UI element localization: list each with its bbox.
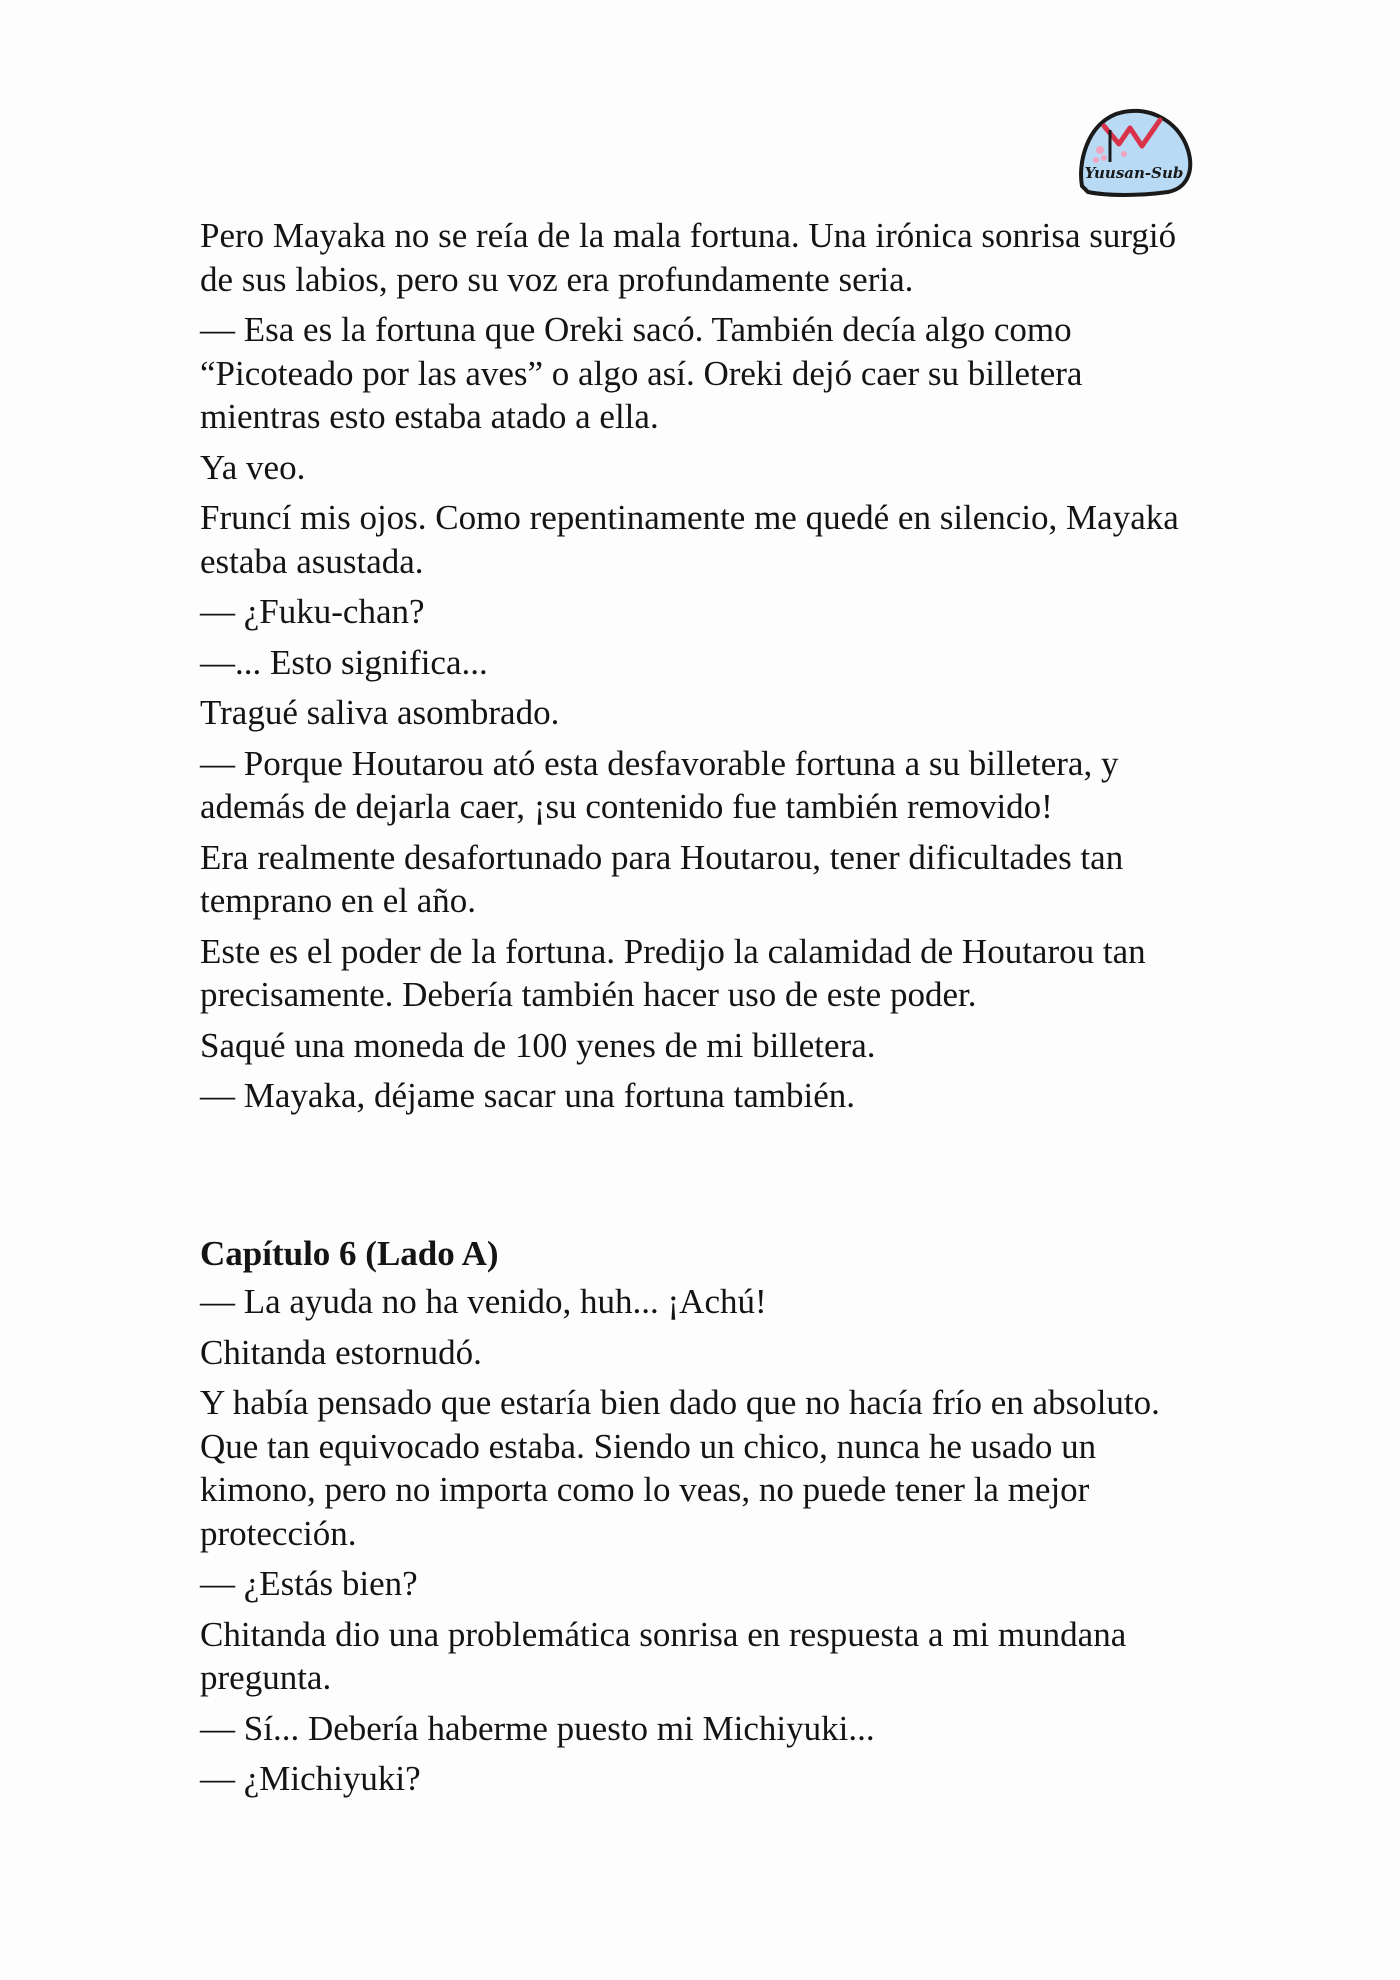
paragraph: Chitanda estornudó. bbox=[200, 1332, 482, 1372]
paragraph: Y había pensado que estaría bien dado que no hacía frío en absoluto. Que tan equivocado estaba. Siendo un chico, nunca he usado un kimono, pero no importa como lo veas, no puede tener la mejor protección. bbox=[200, 1383, 1160, 1553]
paragraph: — Sí... Debería haberme puesto mi Michiyuki... bbox=[200, 1708, 875, 1748]
paragraph: Este es el poder de la fortuna. Predijo la calamidad de Houtarou tan precisamente. Debería también hacer uso de este poder. bbox=[200, 931, 1146, 1014]
paragraph: Chitanda dio una problemática sonrisa en respuesta a mi mundana pregunta. bbox=[200, 1614, 1127, 1697]
chapter-heading: Capítulo 6 (Lado A) bbox=[200, 1233, 499, 1273]
yuusan-sub-logo bbox=[1074, 104, 1194, 200]
paragraph: Tragué saliva asombrado. bbox=[200, 693, 560, 732]
paragraph: — ¿Estás bien? bbox=[200, 1564, 418, 1603]
svg-text:Yuusan-Sub: Yuusan-Sub bbox=[1084, 164, 1184, 182]
paragraph: Saqué una moneda de 100 yenes de mi billetera. bbox=[200, 1025, 876, 1065]
paragraph: — Porque Houtarou ató esta desfavorable fortuna a su billetera, y además de dejarla caer, ¡su contenido fue también removido! bbox=[200, 743, 1119, 826]
section-spacer bbox=[200, 1125, 1210, 1232]
logo-badge-icon bbox=[1074, 104, 1194, 200]
page-body bbox=[200, 214, 1210, 1808]
paragraph: Ya veo. bbox=[200, 447, 306, 487]
paragraph: — ¿Michiyuki? bbox=[200, 1759, 421, 1798]
paragraph: —... Esto significa... bbox=[200, 642, 488, 682]
paragraph: — ¿Fuku-chan? bbox=[200, 592, 425, 631]
paragraph: — Esa es la fortuna que Oreki sacó. También decía algo como “Picoteado por las aves” o algo así. Oreki dejó caer su billetera mientras esto estaba atado a ella. bbox=[200, 310, 1083, 436]
paragraph: Era realmente desafortunado para Houtarou, tener dificultades tan temprano en el año. bbox=[200, 837, 1124, 920]
paragraph: — La ayuda no ha venido, huh... ¡Achú! bbox=[200, 1282, 767, 1321]
paragraph: — Mayaka, déjame sacar una fortuna también. bbox=[200, 1076, 856, 1115]
paragraph: Fruncí mis ojos. Como repentinamente me quedé en silencio, Mayaka estaba asustada. bbox=[200, 498, 1179, 581]
paragraph: Pero Mayaka no se reía de la mala fortuna. Una irónica sonrisa surgió de sus labios, pero su voz era profundamente seria. bbox=[200, 216, 1177, 299]
